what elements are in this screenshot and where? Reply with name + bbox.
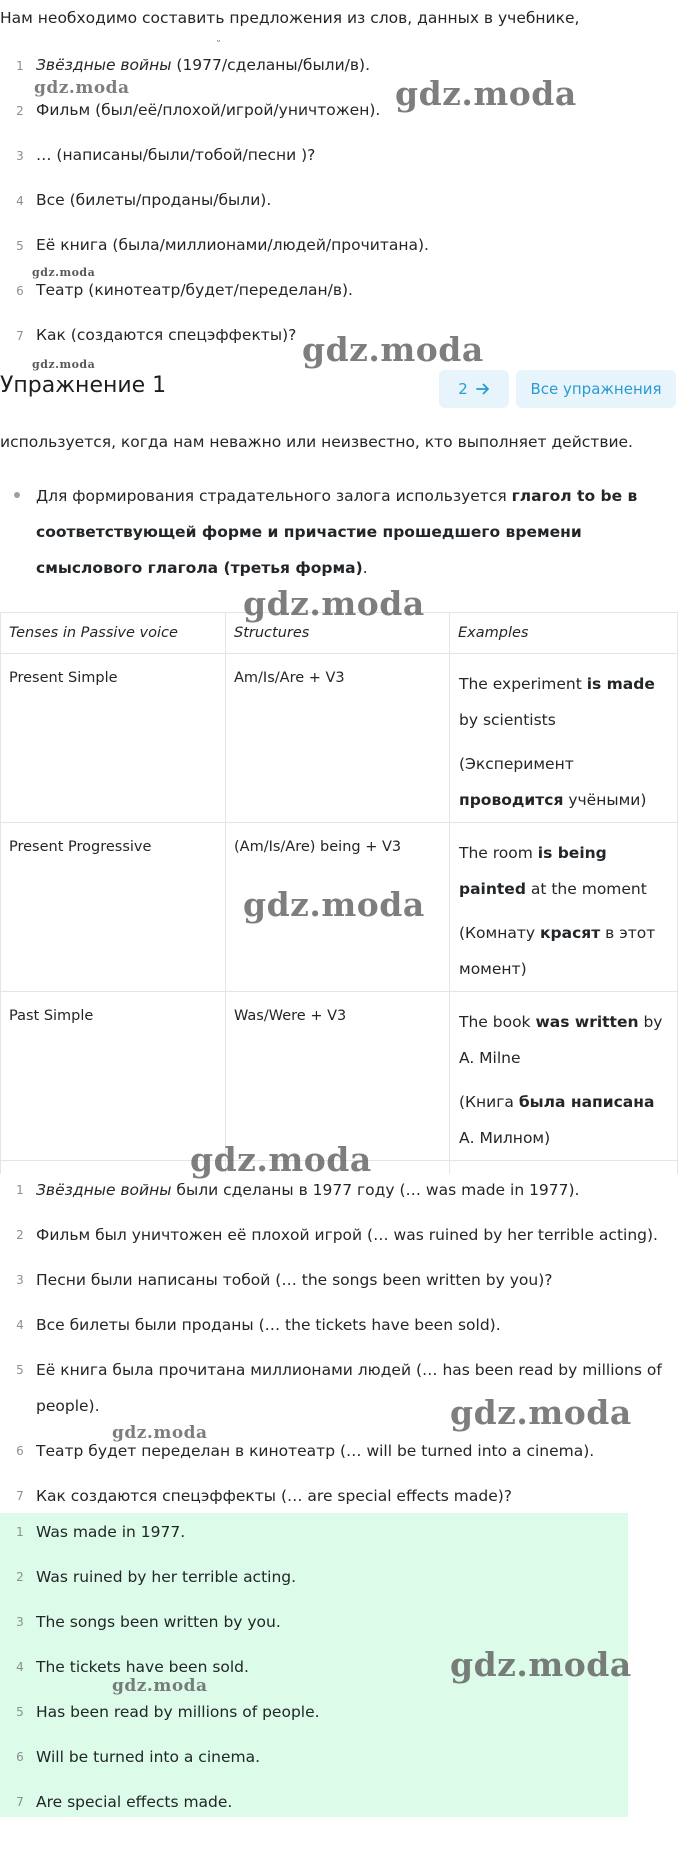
list-item [0, 278, 680, 323]
watermark: gdz.moda [243, 584, 425, 623]
item-number: 1 [16, 59, 24, 73]
list-item [0, 98, 680, 143]
breve-mark: ˘ [216, 40, 221, 51]
item-text: Звёздные войны (1977/сделаны/были/в). [36, 56, 370, 74]
item-number: 3 [16, 149, 24, 163]
item-number: 6 [16, 284, 24, 298]
item-text: Как создаются спецэффекты (… are special effects made)? [36, 1487, 513, 1505]
item-text: Are special effects made. [36, 1793, 233, 1811]
item-number: 5 [16, 239, 24, 253]
list-item [0, 143, 680, 188]
item-text: Все (билеты/проданы/были). [36, 191, 272, 209]
intro-text: Нам необходимо составить предложения из слов, данных в учебнике, [0, 9, 580, 27]
list-item [0, 1694, 628, 1739]
list-item [0, 1478, 680, 1514]
list-item [0, 1739, 628, 1784]
next-exercise-button[interactable] [439, 370, 509, 408]
structure-cell: Am/Is/Are + V3 [226, 654, 450, 823]
item-text: Was ruined by her terrible acting. [36, 1568, 297, 1586]
list-item [0, 188, 680, 233]
watermark: gdz.moda [112, 1676, 208, 1696]
watermark: gdz.moda [450, 1393, 632, 1432]
example-ru: (Комнату красят в этот момент) [459, 924, 656, 978]
item-number: 5 [16, 1705, 24, 1719]
example-cell [450, 823, 678, 992]
watermark: gdz.moda [112, 1423, 208, 1443]
item-text: Театр (кинотеатр/будет/переделан/в). [36, 281, 353, 299]
item-text: Фильм был уничтожен её плохой игрой (… was ruined by her terrible acting). [36, 1226, 658, 1244]
arrow-right-icon [476, 382, 490, 396]
watermark: gdz.moda [32, 358, 96, 371]
item-number: 4 [16, 1318, 24, 1332]
item-number: 2 [16, 1228, 24, 1242]
item-number: 1 [16, 1183, 24, 1197]
item-number: 7 [16, 1795, 24, 1809]
item-number: 7 [16, 329, 24, 343]
item-text: Её книга (была/миллионами/людей/прочитана). [36, 236, 429, 254]
item-text: Will be turned into a cinema. [36, 1748, 261, 1766]
watermark: gdz.moda [395, 74, 577, 113]
item-text: The songs been written by you. [36, 1613, 281, 1631]
rule-text: используется, когда нам неважно или неизвестно, кто выполняет действие. [0, 433, 633, 451]
item-number: 6 [16, 1750, 24, 1764]
item-text: Театр будет переделан в кинотеатр (… will be turned into a cinema). [36, 1442, 595, 1460]
list-item [0, 1262, 680, 1298]
item-text: Has been read by millions of people. [36, 1703, 320, 1721]
item-text: Все билеты были проданы (… the tickets have been sold). [36, 1316, 501, 1334]
example-ru: (Книга была написана А. Милном) [459, 1093, 655, 1147]
list-item [0, 1307, 680, 1343]
tense-cell: Past Simple [1, 992, 226, 1161]
example-cell [450, 992, 678, 1161]
watermark: gdz.moda [190, 1140, 372, 1179]
item-text: The tickets have been sold. [36, 1658, 249, 1676]
item-number: 4 [16, 1660, 24, 1674]
item-text: Фильм (был/её/плохой/игрой/уничтожен). [36, 101, 381, 119]
watermark: gdz.moda [34, 78, 130, 98]
item-number: 6 [16, 1444, 24, 1458]
item-text: Как (создаются спецэффекты)? [36, 326, 297, 344]
list-item [0, 1514, 628, 1559]
task-list [0, 53, 680, 368]
tense-cell: Present Progressive [1, 823, 226, 992]
watermark: gdz.moda [243, 885, 425, 924]
structure-cell: (Am/Is/Are) being + V3 [226, 823, 450, 992]
item-text: Песни были написаны тобой (… the songs been written by you)? [36, 1271, 553, 1289]
example-en: The experiment is made by scientists [459, 675, 655, 729]
item-number: 3 [16, 1273, 24, 1287]
example-en: The book was written by A. Milne [459, 1013, 663, 1067]
table-header: Examples [450, 613, 678, 654]
bullet-dot [14, 492, 20, 498]
item-number: 2 [16, 1570, 24, 1584]
watermark: gdz.moda [302, 330, 484, 369]
answer-list [0, 1172, 680, 1514]
list-item [0, 1217, 680, 1253]
item-number: 3 [16, 1615, 24, 1629]
item-text: Её книга была прочитана миллионами людей (… has been read by millions of people). [36, 1361, 662, 1415]
item-text: Звёздные войны были сделаны в 1977 году (… was made in 1977). [36, 1181, 580, 1199]
item-text: Was made in 1977. [36, 1523, 186, 1541]
item-number: 2 [16, 104, 24, 118]
list-item [0, 233, 680, 278]
structure-cell: Was/Were + V3 [226, 992, 450, 1161]
list-item [0, 1784, 628, 1829]
watermark: gdz.moda [450, 1645, 632, 1684]
bullet-text: Для формирования страдательного залога используется глагол to be в соответствующей форме и причастие прошедшего времени смыслового глагола (третья форма). [36, 487, 638, 577]
table-row [1, 654, 678, 823]
list-item [0, 1604, 628, 1649]
example-ru: (Эксперимент проводится учёными) [459, 755, 647, 809]
tense-cell: Present Simple [1, 654, 226, 823]
item-number: 7 [16, 1489, 24, 1503]
all-exercises-button[interactable]: Все упражнения [516, 370, 676, 408]
table-row [1, 992, 678, 1161]
item-number: 5 [16, 1363, 24, 1377]
list-item [0, 1559, 628, 1604]
item-number: 4 [16, 194, 24, 208]
exercise-heading: Упражнение 1 [0, 373, 167, 398]
example-cell [450, 654, 678, 823]
item-number: 1 [16, 1525, 24, 1539]
watermark: gdz.moda [32, 266, 96, 279]
table-header: Structures [226, 613, 450, 654]
list-item [0, 1433, 680, 1469]
table-header: Tenses in Passive voice [1, 613, 226, 654]
example-en: The room is being painted at the moment [459, 844, 647, 898]
item-text: … (написаны/были/тобой/песни )? [36, 146, 316, 164]
next-exercise-number: 2 [458, 380, 468, 398]
